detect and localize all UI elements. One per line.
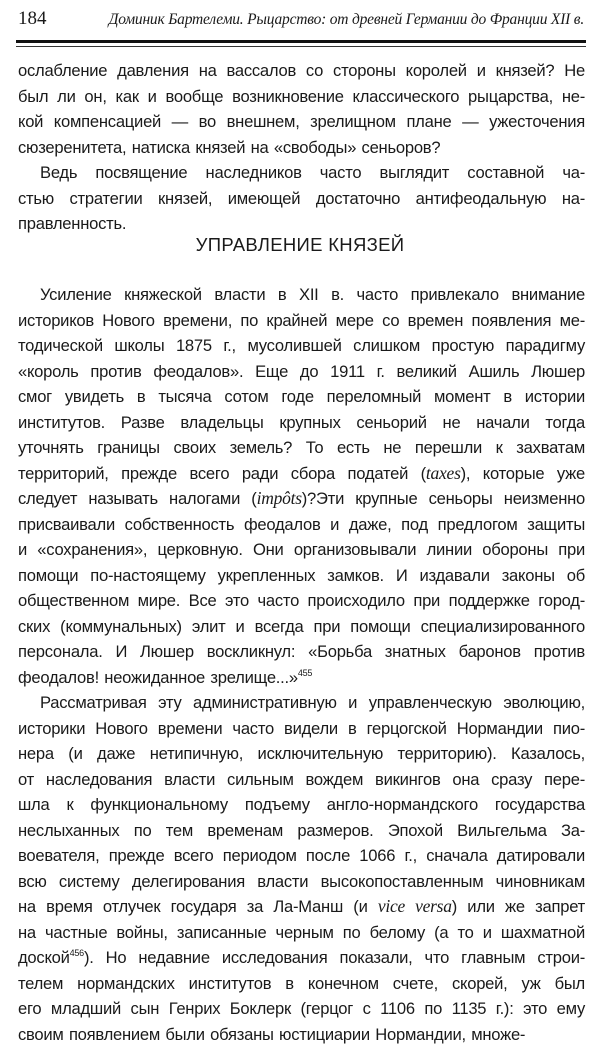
text-segment: Усиление княжеской власти в XII в. часто привлекало внимание — [40, 285, 585, 304]
italic-term: vice versa — [378, 896, 452, 916]
text-segment: всю систему делегирования власти высокопоставленным чиновникам — [18, 872, 585, 891]
text-line — [18, 639, 585, 665]
text-line — [18, 410, 585, 436]
text-line — [18, 588, 585, 614]
text-line — [18, 716, 585, 742]
text-segment: территорий, прежде всего ради сбора податей ( — [18, 464, 426, 483]
text-segment: ) или же запрет — [452, 897, 585, 916]
text-line — [18, 109, 585, 135]
italic-term: taxes — [426, 463, 461, 483]
running-header — [18, 8, 584, 34]
text-line — [18, 186, 585, 212]
text-line — [18, 135, 585, 161]
text-segment: Ведь посвящение наследников часто выглядит составной ча- — [40, 163, 585, 182]
text-line — [18, 84, 585, 110]
text-line — [18, 211, 585, 237]
text-line — [18, 282, 585, 308]
text-line — [18, 160, 585, 186]
text-line — [18, 58, 585, 84]
text-line — [18, 614, 585, 640]
text-segment: правленность. — [18, 214, 126, 233]
text-segment: уточнять границы своих земель? То есть не перешли к захватам — [18, 438, 585, 457]
text-line — [18, 869, 585, 895]
text-segment: неслыханных по тем временам размеров. Эпохой Вильгельма За- — [18, 821, 585, 840]
text-segment: ). Но недавние исследования показали, что главным строи- — [84, 948, 585, 967]
text-segment: историки Нового времени часто видели в герцогской Нормандии пио- — [18, 719, 585, 738]
text-segment: ослабление давления на вассалов со стороны королей и князей? Не — [18, 61, 585, 80]
text-segment: историков Нового времени, по крайней мере со времен появления ме- — [18, 311, 585, 330]
text-segment: был ли он, как и вообще возникновение классического рыцарства, не- — [18, 87, 585, 106]
text-line — [18, 512, 585, 538]
text-line — [18, 894, 585, 920]
text-segment: феодалов! неожиданное зрелище...» — [18, 668, 298, 687]
text-segment: ), которые уже — [461, 464, 585, 483]
text-line — [18, 359, 585, 385]
text-segment: и «сохранения», церковную. Они организовывали линии обороны при — [18, 540, 585, 559]
text-line — [18, 563, 585, 589]
text-segment: телем нормандских институтов в конечном счете, скорей, уж был — [18, 974, 585, 993]
text-segment: )?Эти крупные сеньоры неизменно — [302, 489, 585, 508]
text-line — [18, 486, 585, 512]
text-line — [18, 920, 585, 946]
text-segment: присваивали собственность феодалов и даже, под предлогом защиты — [18, 515, 585, 534]
text-line — [18, 971, 585, 997]
text-block-1 — [18, 58, 585, 237]
footnote-ref: 455 — [298, 668, 312, 678]
text-segment: его младший сын Генрих Боклерк (герцог с 1106 по 1135 г.): это ему — [18, 999, 585, 1018]
text-segment: тодической школы 1875 г., мусолившей слишком простую парадигму — [18, 336, 585, 355]
text-line — [18, 333, 585, 359]
text-segment: сюзеренитета, натиска князей на «свободы» сеньоров? — [18, 138, 440, 157]
text-line — [18, 665, 585, 691]
footnote-ref: 456 — [70, 948, 84, 958]
text-segment: ских (коммунальных) элит и всегда при помощи специализированного — [18, 617, 585, 636]
running-title: Доминик Бартелеми. Рыцарство: от древней Германии до Франции XII в. — [109, 11, 584, 29]
text-line — [18, 741, 585, 767]
text-line — [18, 537, 585, 563]
text-line — [18, 435, 585, 461]
header-rule-thick — [16, 40, 586, 43]
page-number: 184 — [18, 8, 47, 30]
text-segment: Рассматривая эту административную и управленческую эволюцию, — [40, 693, 585, 712]
text-line — [18, 767, 585, 793]
text-segment: стью стратегии князей, имеющей достаточно антифеодальную на- — [18, 189, 585, 208]
text-segment: общественном мире. Все это часто происходило при поддержке город- — [18, 591, 585, 610]
text-line — [18, 818, 585, 844]
text-block-2 — [18, 282, 585, 1047]
text-segment: воевателя, прежде всего периодом после 1066 г., сначала датировали — [18, 846, 585, 865]
text-line — [18, 384, 585, 410]
text-line — [18, 792, 585, 818]
section-heading: УПРАВЛЕНИЕ КНЯЗЕЙ — [0, 234, 600, 256]
text-segment: своим появлением были обязаны юстициарии Нормандии, множе- — [18, 1025, 525, 1044]
text-segment: доской — [18, 948, 70, 967]
text-segment: кой компенсацией — во внешнем, зрелищном плане — ужесточения — [18, 112, 585, 131]
text-segment: на время отлучек государя за Ла-Манш (и — [18, 897, 378, 916]
text-line — [18, 996, 585, 1022]
text-line — [18, 308, 585, 334]
text-segment: смог увидеть в тысяча сотом годе переломный момент в истории — [18, 387, 585, 406]
text-segment: от наследования власти сильным вождем викингов она сразу пере- — [18, 770, 585, 789]
text-line — [18, 1022, 585, 1047]
text-line — [18, 843, 585, 869]
italic-term: impôts — [257, 488, 302, 508]
header-rule-thin — [16, 46, 586, 47]
text-segment: персонала. И Люшер воскликнул: «Борьба знатных баронов против — [18, 642, 585, 661]
text-segment: следует называть налогами ( — [18, 489, 257, 508]
text-segment: помощи по-настоящему укрепленных замков. И издавали законы об — [18, 566, 585, 585]
text-segment: на частные войны, записанные черным по белому (а то и шахматной — [18, 923, 585, 942]
text-line — [18, 461, 585, 487]
text-segment: институтов. Разве владельцы крупных сеньорий не начали тогда — [18, 413, 585, 432]
text-segment: нера (и даже нетипичную, исключительную территорию). Казалось, — [18, 744, 585, 763]
text-segment: шла к функциональному подъему англо-нормандского государства — [18, 795, 585, 814]
text-segment: «король против феодалов». Еще до 1911 г. великий Ашиль Люшер — [18, 362, 585, 381]
text-line — [18, 945, 585, 971]
text-line — [18, 690, 585, 716]
